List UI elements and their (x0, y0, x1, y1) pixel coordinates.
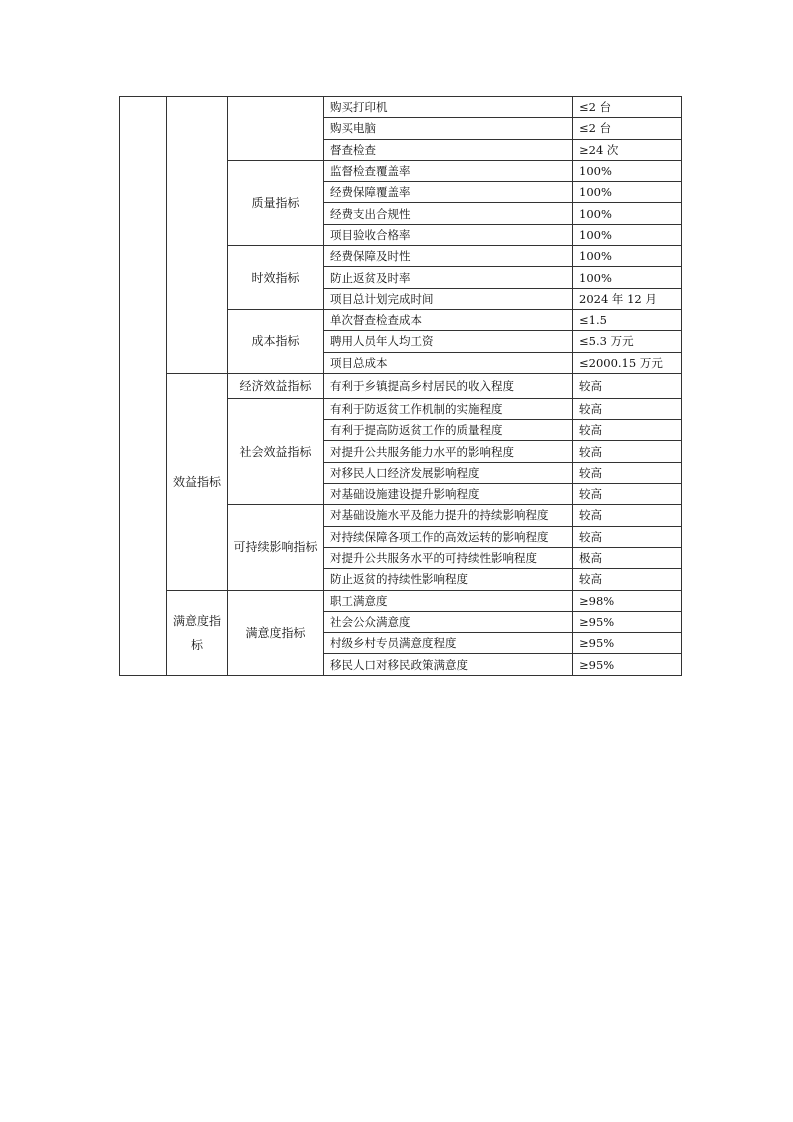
second-level-indicator-cell: 成本指标 (228, 309, 324, 373)
table-row (120, 590, 682, 611)
first-level-indicator-cell: 效益指标 (167, 373, 228, 590)
third-level-indicator-cell: 对基础设施水平及能力提升的持续影响程度 (324, 505, 573, 526)
indicator-value-cell: ≥95% (573, 633, 682, 654)
indicator-value-cell: ≥95% (573, 654, 682, 675)
indicator-value-cell: 较高 (573, 398, 682, 419)
third-level-indicator-cell: 购买电脑 (324, 118, 573, 139)
indicator-value-cell: 100% (573, 203, 682, 224)
third-level-indicator-cell: 有利于提高防返贫工作的质量程度 (324, 420, 573, 441)
indicator-value-cell: ≥98% (573, 590, 682, 611)
third-level-indicator-cell: 项目总计划完成时间 (324, 288, 573, 309)
indicator-value-cell: 较高 (573, 462, 682, 483)
indicator-value-cell: 2024 年 12 月 (573, 288, 682, 309)
indicator-table-body (120, 97, 682, 676)
indicator-value-cell: 100% (573, 267, 682, 288)
third-level-indicator-cell: 对移民人口经济发展影响程度 (324, 462, 573, 483)
second-level-indicator-cell: 质量指标 (228, 160, 324, 245)
third-level-indicator-cell: 督查检查 (324, 139, 573, 160)
table-row (120, 373, 682, 398)
indicator-value-cell: 100% (573, 224, 682, 245)
indicator-value-cell: ≥95% (573, 611, 682, 632)
first-level-indicator-cell: 满意度指标 (167, 590, 228, 675)
first-level-indicator-cell (167, 97, 228, 374)
indicator-value-cell: 较高 (573, 441, 682, 462)
third-level-indicator-cell: 有利于防返贫工作机制的实施程度 (324, 398, 573, 419)
third-level-indicator-cell: 对持续保障各项工作的高效运转的影响程度 (324, 526, 573, 547)
indicator-value-cell: 较高 (573, 569, 682, 590)
indicator-value-cell: ≥24 次 (573, 139, 682, 160)
third-level-indicator-cell: 对基础设施建设提升影响程度 (324, 484, 573, 505)
indicator-value-cell: 100% (573, 160, 682, 181)
second-level-indicator-cell: 社会效益指标 (228, 398, 324, 504)
second-level-indicator-cell: 经济效益指标 (228, 373, 324, 398)
indicator-value-cell: ≤2 台 (573, 97, 682, 118)
indicator-value-cell: ≤2000.15 万元 (573, 352, 682, 373)
indicator-value-cell: 较高 (573, 420, 682, 441)
third-level-indicator-cell: 经费保障及时性 (324, 246, 573, 267)
second-level-indicator-cell: 可持续影响指标 (228, 505, 324, 590)
performance-indicator-table-continuation (119, 96, 681, 676)
third-level-indicator-cell: 项目验收合格率 (324, 224, 573, 245)
indicator-value-cell: 100% (573, 182, 682, 203)
category-column-cell (120, 97, 167, 676)
indicator-value-cell: ≤1.5 (573, 309, 682, 330)
third-level-indicator-cell: 购买打印机 (324, 97, 573, 118)
indicator-value-cell: ≤5.3 万元 (573, 331, 682, 352)
indicator-value-cell: 较高 (573, 505, 682, 526)
table-row (120, 97, 682, 118)
third-level-indicator-cell: 单次督查检查成本 (324, 309, 573, 330)
third-level-indicator-cell: 聘用人员年人均工资 (324, 331, 573, 352)
indicator-value-cell: 较高 (573, 373, 682, 398)
indicator-value-cell: 较高 (573, 484, 682, 505)
third-level-indicator-cell: 监督检查覆盖率 (324, 160, 573, 181)
second-level-indicator-cell (228, 97, 324, 161)
indicator-value-cell: 极高 (573, 547, 682, 568)
second-level-indicator-cell: 满意度指标 (228, 590, 324, 675)
indicator-value-cell: 较高 (573, 526, 682, 547)
second-level-indicator-cell: 时效指标 (228, 246, 324, 310)
third-level-indicator-cell: 移民人口对移民政策满意度 (324, 654, 573, 675)
indicator-value-cell: 100% (573, 246, 682, 267)
indicator-table (119, 96, 682, 676)
third-level-indicator-cell: 有利于乡镇提高乡村居民的收入程度 (324, 373, 573, 398)
third-level-indicator-cell: 村级乡村专员满意度程度 (324, 633, 573, 654)
third-level-indicator-cell: 防止返贫及时率 (324, 267, 573, 288)
third-level-indicator-cell: 经费支出合规性 (324, 203, 573, 224)
third-level-indicator-cell: 防止返贫的持续性影响程度 (324, 569, 573, 590)
indicator-value-cell: ≤2 台 (573, 118, 682, 139)
third-level-indicator-cell: 对提升公共服务能力水平的影响程度 (324, 441, 573, 462)
third-level-indicator-cell: 项目总成本 (324, 352, 573, 373)
third-level-indicator-cell: 对提升公共服务水平的可持续性影响程度 (324, 547, 573, 568)
third-level-indicator-cell: 社会公众满意度 (324, 611, 573, 632)
third-level-indicator-cell: 职工满意度 (324, 590, 573, 611)
third-level-indicator-cell: 经费保障覆盖率 (324, 182, 573, 203)
